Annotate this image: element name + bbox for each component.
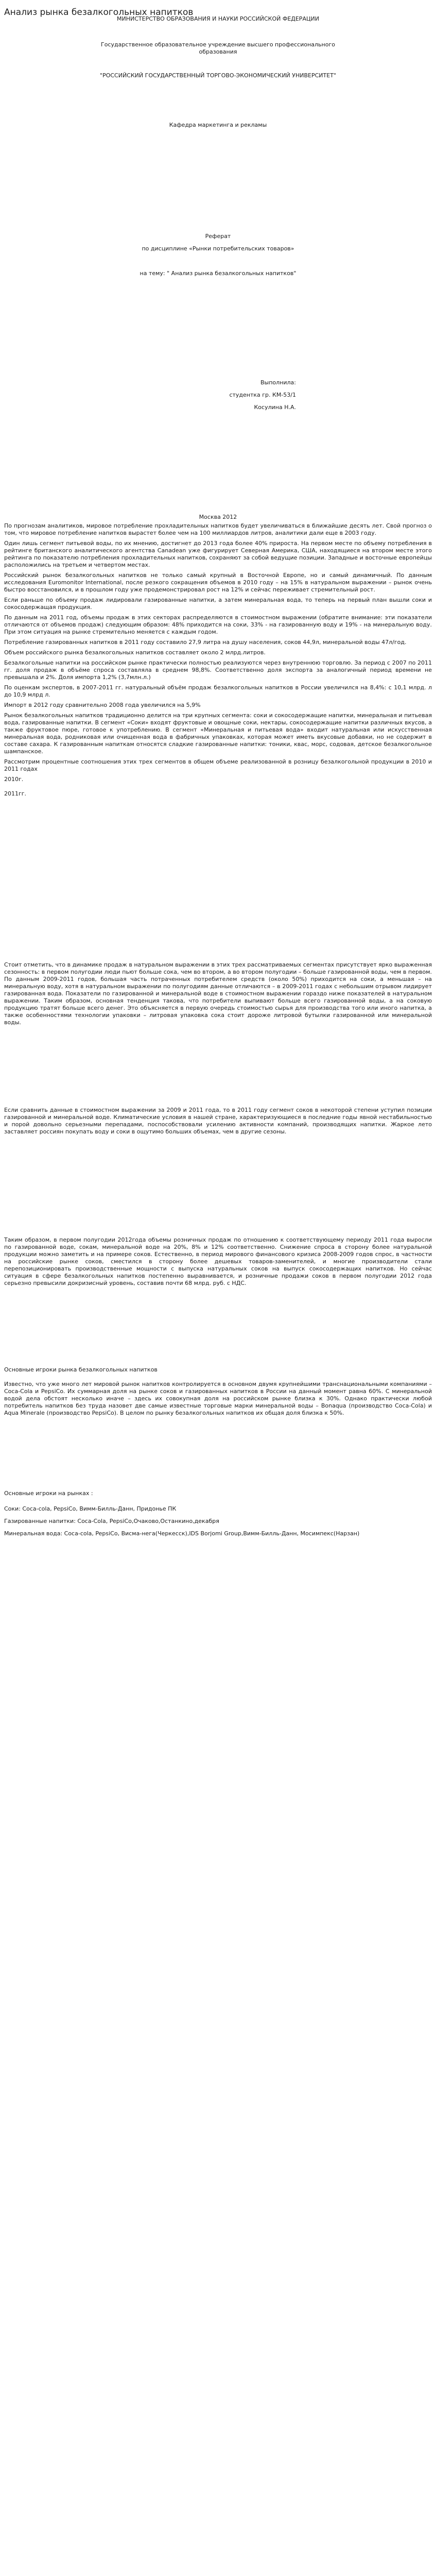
paragraph: Рынок безалкогольных напитков традиционно делится на три крупных сегмента: соки и сокосодержащие напитки, минеральная и питьевая вода, газированные напитки. В сегмент «Соки» входят фруктовые и овощные соки, нектары, сокосодержащие напитки различных вкусов, а также фруктовое пюре, готовое к употреблению. В сегмент «Минеральная и питьевая вода» входит натуральная или искусственная минеральная вода, родниковая или очищенная вода в фабричных упаковках, которая может иметь вкусовые добавки, но не содержит в составе сахара. К газированным напиткам относятся сладкие газированные напитки: тоники, квас, морс, содовая, детское безалкогольное шампанское. bbox=[4, 712, 432, 755]
paragraph: Импорт в 2012 году сравнительно 2008 года увеличился на 5,9% bbox=[4, 702, 201, 708]
paragraph: Если раньше по объему продаж лидировали газированные напитки, а затем минеральная вода, то теперь на первый план вышли соки и сокосодержащая продукция. bbox=[4, 597, 432, 611]
university-name: "РОССИЙСКИЙ ГОСУДАРСТВЕННЫЙ ТОРГОВО-ЭКОНОМИЧЕСКИЙ УНИВЕРСИТЕТ" bbox=[100, 72, 336, 79]
paragraph-comparison: Если сравнить данные в стоимостном выражении за 2009 и 2011 года, то в 2011 году сегмент соков в некоторой степени уступил позиции газированной и минеральной воде. Климатические условия в нашей стране, характеризующиеся в последние годы явной нестабильностью и порой довольно серьезными перепадами, поспособствовали усилению активности компаний, производящих напитки. Жаркое лето заставляет россиян покупать воду и соки в ощутимо больших объемах, чем в другие сезоны. bbox=[4, 1107, 432, 1135]
segment-mineral: Минеральная вода: Coca-cola, PepsiCo, Висма-нега(Черкесск),IDS Borjomi Group,Вимм-Билль-Данн, Мосимпекс(Нарзан) bbox=[4, 1530, 360, 1537]
discipline: по дисциплине «Рынки потребительских товаров» bbox=[142, 245, 294, 252]
performed-label: Выполнила: bbox=[260, 379, 296, 386]
student-group: студентка гр. КМ-53/1 bbox=[229, 392, 296, 398]
paragraph-dynamics: Стоит отметить, что в динамике продаж в натуральном выражении в этих трех рассматриваемых сегментах присутствует ярко выраженная сезонность: в первом полугодии люди пьют больше сока, чем во втором, а во втором полугодии – больше газированной воды, чем в первом. По данным 2009-2011 годов, большая часть потраченных потребителем средств (около 50%) приходится на соки, а меньшая – на минеральную воду, хотя в натуральном выражении по полугодиям данные отличаются – в 2009-2011 годах с небольшим отрывом лидирует газированная вода. Показатели по газированной и минеральной воде в стоимостном выражении гораздо ниже показателей в натуральном выражении. Таким образом, основная тенденция такова, что потребители выпивают больше всего газированной воды, а на соковую продукцию тратят больше всего денег. Это объясняется в первую очередь стоимостью сырья для производства того или иного напитка, а также особенностями технологии упаковки – литровая упаковка сока стоит дороже литровой бутылки газированной или минеральной воды. bbox=[4, 961, 432, 1026]
paragraph: Объем российского рынка безалкогольных напитков составляет около 2 млрд.литров. bbox=[4, 649, 266, 656]
segment-soda: Газированные напитки: Coca-Cola, PepsiCo,Очаково,Останкино,декабря bbox=[4, 1518, 219, 1524]
paragraph: По прогнозам аналитиков, мировое потребление прохладительных напитков будет увеличиваться в ближайшие десять лет. Свой прогноз о том, что мировое потребление напитков вырастет более чем на 100 миллиардов литров, аналитики дали еще в 2003 году. bbox=[4, 522, 432, 536]
paragraph: Один лишь сегмент питьевой воды, по их мнению, достигнет до 2013 года более 40% прироста. На первом месте по объему потребления в рейтинге британского аналитического агентства Canadean уже фигурирует Северная Америка, США, находящиеся на втором месте этого рейтинга по показателю потребления прохладительных напитков, сохраняют за собой ведущие позиции. Западные и восточные европейцы расположились на третьем и четвертом местах. bbox=[4, 540, 432, 568]
topic: на тему: " Анализ рынка безалкогольных напитков" bbox=[139, 270, 297, 277]
work-type: Реферат bbox=[205, 233, 231, 240]
segment-juices: Соки: Coca-cola, PepsiCo, Вимм-Билль-Данн, Придонье ПК bbox=[4, 1505, 177, 1512]
year-label-2011: 2011гг. bbox=[4, 790, 27, 797]
paragraph: По оценкам экспертов, в 2007-2011 гг. натуральный объём продаж безалкогольных напитков в России увеличился на 8,4%: с 10,1 млрд. л до 10,9 млрд л. bbox=[4, 684, 432, 698]
players-heading: Основные игроки рынка безалкогольных напитков bbox=[4, 1366, 158, 1373]
paragraph: По данным на 2011 год, объемы продаж в этих секторах распределяются в стоимостном выражении (обратите внимание: эти показатели отличаются от объемов продаж) следующим образом: 48% приходится на соки, 33% - на газированную воду и 19% - на минеральную воду. При этом ситуация на рынке стремительно меняется с каждым годом. bbox=[4, 614, 432, 635]
document-title: Анализ рынка безалкогольных напитков bbox=[4, 7, 194, 18]
paragraph: Рассмотрим процентные соотношения этих трех сегментов в общем объеме реализованной в розницу безалкогольной продукции в 2010 и 2011 годах bbox=[4, 758, 432, 772]
paragraph-retail-2012: Таким образом, в первом полугодии 2012года объемы розничных продаж по отношению к соответствующему периоду 2011 года выросли по газированной воде, сокам, минеральной воде на 20%, 8% и 12% соответственно. Снижение спроса в сторону более натуральной продукции можно заметить и на примере соков. Естественно, в период мирового финансового кризиса 2008-2009 годов спрос, в частности на российские рынке соков, сместился в сторону более дешевых товаров-заменителей, и многие производители стали перепозиционировать производственные мощности с выпуска натуральных соков на выпуск сокосодержащих напитков. Но сейчас ситуация в сфере безалкогольных напитков постепенно выравнивается, и розничные продажи соков в первом полугодии 2012 года серьезно превысили докризисный уровень, составив почти 68 млрд. руб. с НДС. bbox=[4, 1236, 432, 1286]
year-label-2010: 2010г. bbox=[4, 776, 24, 783]
paragraph: Безалкогольные напитки на российском рынке практически полностью реализуются через внутреннюю торговлю. За период с 2007 по 2011 гг. доля продаж в объёме спроса составляла в среднем 98,8%. Соответственно доля экспорта за аналогичный период времени не превышала и 2%. Доля импорта 1,2% (3,7млн.л.) bbox=[4, 659, 432, 681]
institution-line-1: Государственное образовательное учреждение высшего профессионального bbox=[101, 41, 335, 48]
players-text: Известно, что уже много лет мировой рынок напитков контролируется в основном двумя крупнейшими транснациональными компаниями – Coca-Cola и PepsiCo. Их суммарная доля на рынке соков и газированных напитков в России на данный момент равна 60%. С минеральной водой дела обстоят несколько иначе – здесь их совокупная доля на российском рынке близка к 30%. Однако практически любой потребитель напитков без труда назовет две самые известные торговые марки минеральной воды – Bonaqua (производство Coca-Cola) и Aqua Minerale (производство PepsiCo). В целом по рынку безалкогольных напитков их общая доля близка к 50%. bbox=[4, 1381, 432, 1416]
department-name: Кафедра маркетинга и рекламы bbox=[169, 122, 267, 128]
main-text bbox=[4, 522, 432, 801]
segments-heading: Основные игроки на рынках : bbox=[4, 1490, 93, 1497]
author-name: Косулина Н.А. bbox=[254, 404, 296, 411]
city-year: Москва 2012 bbox=[199, 514, 237, 520]
paragraph: Российский рынок безалкогольных напитков не только самый крупный в Восточной Европе, но и самый динамичный. По данным исследования Euromonitor International, после резкого сокращения объемов в 2010 году – на 15% в натуральном выражении – рынок очень быстро восстановился, и в прошлом году уже продемонстрировал рост на 12% и сейчас переживает стремительный рост. bbox=[4, 572, 432, 593]
institution-line-2: образования bbox=[199, 48, 237, 55]
paragraph: Потребление газированных напитков в 2011 году составило 27,9 литра на душу населения, соков 44,9л, минеральной воды 47л/год. bbox=[4, 639, 407, 646]
ministry-line: МИНИСТЕРСТВО ОБРАЗОВАНИЯ И НАУКИ РОССИЙСКОЙ ФЕДЕРАЦИИ bbox=[117, 15, 319, 22]
